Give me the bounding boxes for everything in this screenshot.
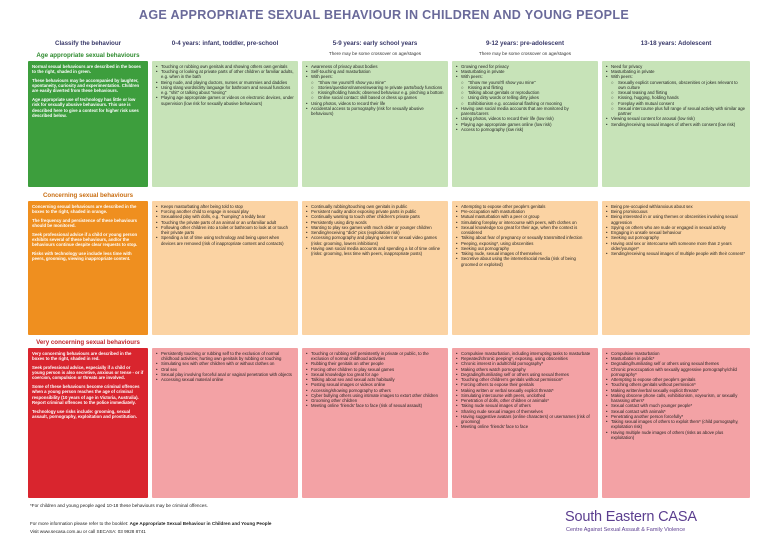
list-item: • Need for privacy xyxy=(606,64,746,69)
list-item: • Simulating sex with other children with or without clothes on xyxy=(156,361,294,366)
list-item: • Touching others genitals without permission* xyxy=(606,382,746,387)
list-item: • Sexual contact with animals* xyxy=(606,409,746,414)
list-item: • Sexual contact with much younger people* xyxy=(606,403,746,408)
description-paragraph: Very concerning behaviours are described in the boxes to the right, shaded in red. xyxy=(32,351,132,362)
list-item: • Forcing others to expose their genitals xyxy=(456,382,594,387)
list-item: • Mutual masturbation with a peer or group xyxy=(456,214,594,219)
list-item: • Touching or rubbing own genitals and showing others own genitals xyxy=(156,64,294,69)
info-line xyxy=(30,521,271,526)
list-item: • Spending a lot of time using technology and being upset when devices are removed (risk of inappropriate content and contacts) xyxy=(156,235,294,245)
column-note-5-9: There may be some crossover on age/stages xyxy=(328,51,422,56)
list-item: • Persistently using dirty words xyxy=(306,220,444,225)
list-item: • Having suggestive avatars (online characters) or usernames (risk of grooming) xyxy=(456,414,594,424)
list-item: • Degrading/humiliating self or others using sexual themes xyxy=(606,361,746,366)
cell-red-0-4 xyxy=(152,348,298,498)
column-note-9-12: There may be some crossover on age/stages xyxy=(478,51,572,56)
list-item: • Compulsive masturbation xyxy=(606,351,746,356)
list-item: • Forcing another child to engage in sexual play xyxy=(156,209,294,214)
list-item: • Access to pornography (low risk) xyxy=(456,127,594,132)
cell-green-9-12 xyxy=(452,61,598,187)
list-item: • Making others watch pornography xyxy=(456,367,594,372)
list-item: • Touching other children's genitals without permission* xyxy=(456,377,594,382)
list-item: • Sharing nude sexual images of themselves xyxy=(456,409,594,414)
description-paragraph: Age appropriate use of technology has little or low risk for sexually abusive behaviours. This use is described here to give a context for higher risk uses described below. xyxy=(32,97,139,118)
list-item: • Making written or verbal sexually explicit threats* xyxy=(456,388,594,393)
list-item: • Playing age appropriate games or videos on electronic devices, under supervision (low risk for sexually abusive behaviours) xyxy=(156,95,294,105)
column-header-13-18: 13-18 years: Adolescent xyxy=(640,40,712,47)
list-item: • Touching the private parts of an animal or an unfamiliar adult xyxy=(156,220,294,225)
list-item: • Masturbating in private xyxy=(456,69,594,74)
booklet-title: Age Appropriate Sexual Behaviour in Children and Young People xyxy=(129,521,272,526)
list-item: • Being interested in or using themes or obscenities involving sexual aggression xyxy=(606,214,746,224)
list-item: • Chronic interest in adult/child pornography* xyxy=(456,361,594,366)
list-item: • Persistent nudity and/or exposing private parts in public xyxy=(306,209,444,214)
list-item: • Continually rubbing/touching own genitals in public xyxy=(306,204,444,209)
list-item: • Following other children into a toilet or bathroom to look at or touch their private parts xyxy=(156,225,294,235)
list-item: • Chronic preoccupation with sexually aggressive pornography/child pornography* xyxy=(606,367,746,377)
list-item: ○ Sexual intercourse plus full range of sexual activity with similar age partner xyxy=(606,106,746,116)
description-paragraph: The frequency and persistence of these behaviours should be monitored. xyxy=(32,217,138,229)
brand-logo: South Eastern CASA xyxy=(565,509,697,525)
list-item: • Awareness of privacy about bodies xyxy=(306,64,444,69)
footnote: *For children and young people aged 10-18 these behaviours may be criminal offences. xyxy=(30,503,208,508)
list-item: • Being nude, and playing doctors, nurses or mummies and daddies xyxy=(156,80,294,85)
list-item: • Degrading/humiliating self or others using sexual themes xyxy=(456,372,594,377)
column-header-5-9: 5-9 years: early school years xyxy=(332,40,418,47)
description-paragraph: Concerning sexual behaviours are described in the boxes to the right, shaded in orange. xyxy=(32,204,137,215)
list-item: • Talking about sex and sexual acts habitually xyxy=(306,377,444,382)
list-item: • Continually wanting to touch other children's private parts xyxy=(306,214,444,219)
list-item: ○ Sexually explicit conversations, obscenities or jokes relevant to own culture xyxy=(606,80,746,90)
list-item: • Attempting to expose other people's genitals xyxy=(606,377,746,382)
column-header-classify: Classify the behaviour xyxy=(54,40,122,47)
list-item: • Keeps masturbating after being told to stop xyxy=(156,204,294,209)
list-item: • Talking about fear of pregnancy or sexually transmitted infection xyxy=(456,235,594,240)
list-item: • Cyber bullying others using intimate images to extort other children xyxy=(306,393,444,398)
list-item: • Grooming other children xyxy=(306,398,444,403)
list-item: • Repeated/chronic peeping*, exposing, using obscenities xyxy=(456,356,594,361)
band-description-concerning xyxy=(28,201,148,335)
list-item: ○ Online social contact: skill based or dress up games xyxy=(306,95,444,100)
band-label-very-concerning: Very concerning sexual behaviours xyxy=(36,339,140,346)
list-item: • Having oral sex or intercourse with someone more than 2 years older/younger* xyxy=(606,241,746,251)
list-item: ○ Using dirty words or telling dirty jokes xyxy=(456,95,594,100)
description-paragraph: Seek professional advice, especially if a child or young person is also secretive, anxious or tense - or if coercion, compulsion or threats are involved. xyxy=(32,364,144,381)
list-item: • Taking nude, sexual images of themselves xyxy=(456,251,594,256)
description-paragraph: Some of these behaviours become criminal offences when a young person reaches the age of criminal responsibility (10 years of age in Victoria, Australia). Report criminal offences to the police immediately. xyxy=(32,384,140,405)
list-item: • Taking sexual images of others to exploit them* (child pornography, exploitation risk) xyxy=(606,419,746,429)
cell-green-5-9 xyxy=(302,61,448,187)
list-item: ○ Kissing and flirting xyxy=(456,85,594,90)
list-item: • Using slang words/dirty language for bathroom and sexual functions e.g. "shit" or talking about "sexing" xyxy=(156,85,294,95)
list-item: • Having own social media accounts and spending a lot of time online (risks: grooming, less time with peers, inappropriate posts) xyxy=(306,246,444,256)
list-item: • Accidental access to pornography (risk for sexually abusive behaviours) xyxy=(306,106,444,116)
list-item: • Having own social media accounts that are monitored by parents/carers xyxy=(456,106,594,116)
list-item: ○ Stories/questions/names/swearing re private parts/body functions xyxy=(306,85,444,90)
list-item: • Penetrating another person forcefully* xyxy=(606,414,746,419)
cell-orange-9-12 xyxy=(452,201,598,335)
list-item: • Playing age appropriate games online (low risk) xyxy=(456,122,594,127)
list-item: • Simulating intercourse with peers, unclothed xyxy=(456,393,594,398)
description-paragraph: Risks with technology use include less time with peers, grooming, viewing inappropriate content. xyxy=(32,251,132,262)
list-item: • Viewing sexual content for arousal (low risk) xyxy=(606,116,746,121)
list-item: • Engaging in unsafe sexual behaviour xyxy=(606,230,746,235)
band-label-concerning: Concerning sexual behaviours xyxy=(42,192,134,199)
cell-green-13-18 xyxy=(602,61,750,187)
list-item: ○ Talking about genitals or reproduction xyxy=(456,90,594,95)
description-paragraph: Seek professional advice if a child or young person exhibits several of these behaviours, and/or the behaviours continue despite clear requests to stop. xyxy=(32,231,138,248)
list-item: ○ "Show me yours/I'll show you mine" xyxy=(306,80,444,85)
description-paragraph: Normal sexual behaviours are described in the boxes to the right, shaded in green. xyxy=(32,64,141,75)
list-item: • Self-touching and masturbation xyxy=(306,69,444,74)
list-item: • Forcing other children to play sexual games xyxy=(306,367,444,372)
list-item: • Taking nude sexual images of others xyxy=(456,403,594,408)
brand-tagline: Centre Against Sexual Assault & Family Violence xyxy=(566,527,686,533)
cell-red-9-12 xyxy=(452,348,598,498)
info-prefix: For more information please refer to the booklet: xyxy=(30,521,129,526)
list-item: • Having multiple nude images of others (risks as above plus exploitation) xyxy=(606,430,746,440)
list-item: • Being pre-occupied with/anxious about sex xyxy=(606,204,746,209)
description-paragraph: These behaviours may be accompanied by laughter, spontaneity, curiosity and experimentation. Children are easily diverted from these behaviours. xyxy=(32,77,140,94)
list-item: • Rubbing their genitals on other people xyxy=(306,361,444,366)
list-item: • Masturbating in private xyxy=(606,69,746,74)
list-item: • Using photos, videos to record their life xyxy=(306,101,444,106)
list-item: • Being promiscuous xyxy=(606,209,746,214)
list-item: • With peers: xyxy=(606,74,746,79)
cell-orange-0-4 xyxy=(152,201,298,335)
list-item: • Accessing pornography and playing violent or sexual video games (risks: grooming, lowers inhibitions) xyxy=(306,235,444,245)
list-item: • Persistently touching or rubbing self to the exclusion of normal childhood activities; hurting own genitals by rubbing or touching xyxy=(156,351,294,361)
list-item: • Oral sex xyxy=(156,367,294,372)
band-description-very-concerning xyxy=(28,348,148,498)
list-item: • Meeting online 'friends' face to face (risk of sexual assault) xyxy=(306,403,444,408)
list-item: • Simulating foreplay or intercourse with peers, with clothes on xyxy=(456,220,594,225)
list-item: • Making written/verbal sexually explicit threats* xyxy=(606,388,746,393)
list-item: • Using photos, videos to record their life (low risk) xyxy=(456,116,594,121)
list-item: • Sending/receiving sexual images of others with consent (low risk) xyxy=(606,122,746,127)
list-item: • Seeking out pornography xyxy=(606,235,746,240)
cell-orange-5-9 xyxy=(302,201,448,335)
list-item: • Peeping, exposing*, using obscenities xyxy=(456,241,594,246)
list-item: • Pre-occupation with masturbation xyxy=(456,209,594,214)
list-item: • Spying on others who are nude or engaged in sexual activity xyxy=(606,225,746,230)
list-item: ○ Kissing/holding hands; observed behaviour e.g. pinching a bottom xyxy=(306,90,444,95)
list-item: • Seeking out pornography xyxy=(456,246,594,251)
list-item: • Compulsive masturbation, including interrupting tasks to masturbate xyxy=(456,351,594,356)
column-header-0-4: 0-4 years: infant, toddler, pre-school xyxy=(171,40,279,47)
list-item: ○ Sexual teasing and flirting xyxy=(606,90,746,95)
list-item: • Touching or looking at private parts of other children or familiar adults, e.g. when in the bath xyxy=(156,69,294,79)
list-item: • Secretive about using the internet/social media (risk of being groomed or exploited) xyxy=(456,256,594,266)
list-item: ○ "Show me yours/I'll show you mine" xyxy=(456,80,594,85)
list-item: • Making obscene phone calls, exhibitionism, voyeurism, or sexually harassing others* xyxy=(606,393,746,403)
list-item: • Penetration of dolls, other children or animals* xyxy=(456,398,594,403)
cell-green-0-4 xyxy=(152,61,298,187)
description-paragraph: Technology use risks include: grooming, sexual assault, pornography, exploitation and prostitution. xyxy=(32,408,137,419)
list-item: • Sending/receiving "dick" pics (exploitation risk) xyxy=(306,230,444,235)
list-item: • Touching or rubbing self persistently in private or public, to the exclusion of normal childhood activities xyxy=(306,351,444,361)
cell-orange-13-18 xyxy=(602,201,750,335)
list-item: • Sexual knowledge too great for age xyxy=(306,372,444,377)
list-item: • Masturbation in public* xyxy=(606,356,746,361)
column-header-9-12: 9-12 years: pre-adolescent xyxy=(485,40,565,47)
cell-red-5-9 xyxy=(302,348,448,498)
band-description-age-appropriate xyxy=(28,61,148,187)
list-item: • With peers: xyxy=(456,74,594,79)
list-item: • Meeting online 'friends' face to face xyxy=(456,424,594,429)
list-item: • Accessing sexual material online xyxy=(156,377,294,382)
contact-line: Visit www.secasa.com.au or call SECASA: 03 9928 8741 xyxy=(30,529,146,534)
page-title: AGE APPROPRIATE SEXUAL BEHAVIOUR IN CHILDREN AND YOUNG PEOPLE xyxy=(138,8,630,22)
list-item: • Posting sexual images or videos online xyxy=(306,382,444,387)
list-item: • Sexualised play with dolls, e.g. "humping" a teddy bear xyxy=(156,214,294,219)
list-item: ○ Foreplay with mutual consent xyxy=(606,101,746,106)
band-label-age-appropriate: Age appropriate sexual behaviours xyxy=(36,52,140,59)
list-item: • Accessing/showing pornography to others xyxy=(306,388,444,393)
list-item: • Sexual play involving forceful anal or vaginal penetration with objects xyxy=(156,372,294,377)
list-item: ○ Kissing, hugging, holding hands xyxy=(606,95,746,100)
cell-red-13-18 xyxy=(602,348,750,498)
list-item: • Wanting to play sex games with much older or younger children xyxy=(306,225,444,230)
list-item: • Growing need for privacy xyxy=(456,64,594,69)
list-item: • Attempting to expose other people's genitals xyxy=(456,204,594,209)
list-item: • Sexual knowledge too great for their age, when the context is considered xyxy=(456,225,594,235)
list-item: ○ Exhibitionism e.g. occasional flashing or mooning xyxy=(456,101,594,106)
list-item: • With peers: xyxy=(306,74,444,79)
list-item: • Sending/receiving sexual images of multiple people with their consent* xyxy=(606,251,746,256)
